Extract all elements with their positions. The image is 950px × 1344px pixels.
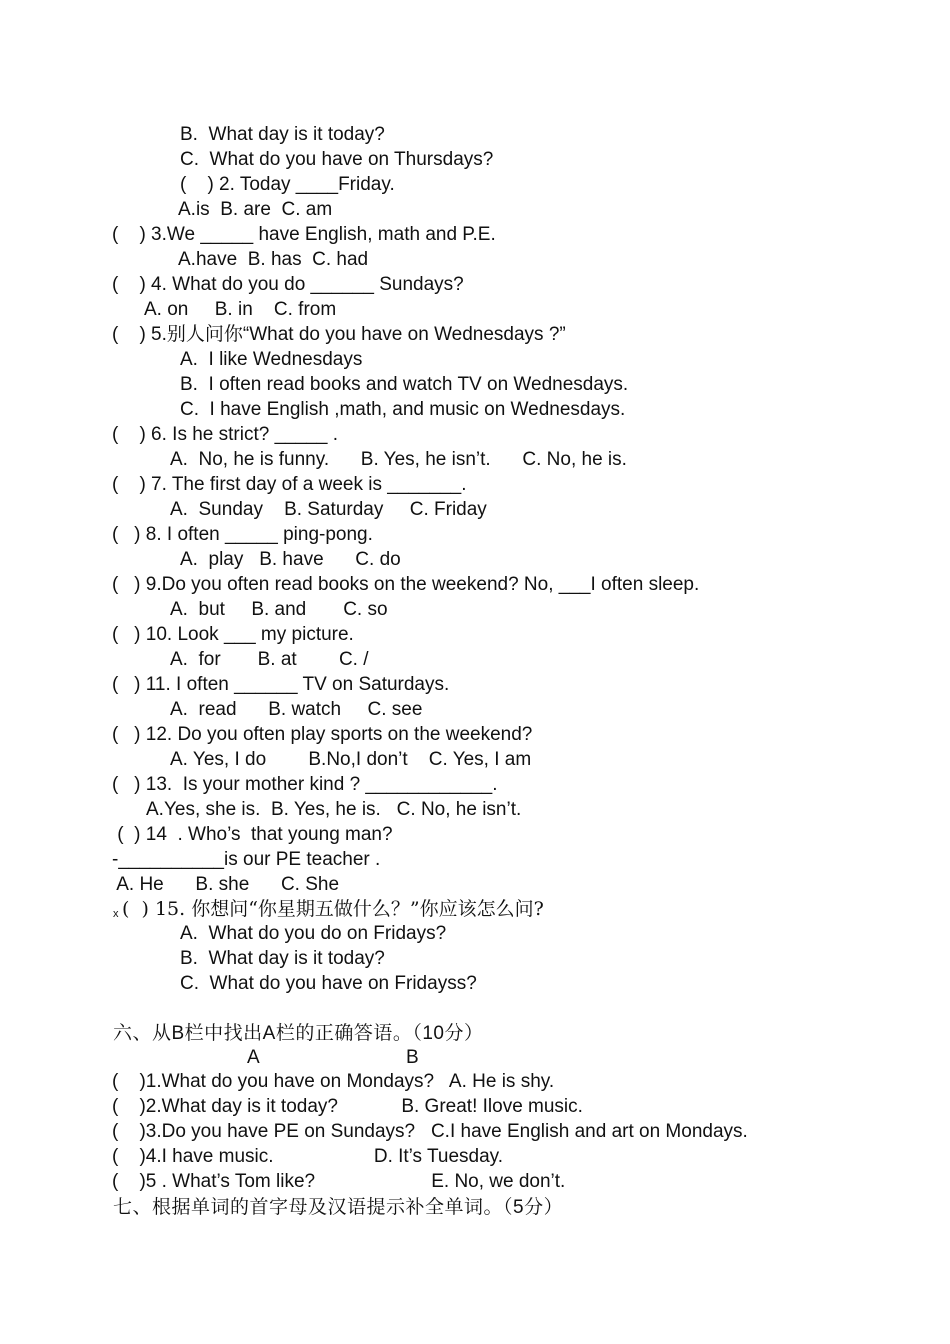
q9-options: A. but B. and C. so (170, 599, 388, 620)
q4-question: ( ) 4. What do you do ______ Sundays? (112, 274, 464, 295)
q14-options: A. He B. she C. She (112, 874, 340, 895)
q14-answer-line: -__________is our PE teacher . (112, 849, 381, 870)
column-b-label: B (406, 1047, 419, 1068)
q5-option-b: B. I often read books and watch TV on Wednesdays. (180, 374, 629, 395)
q2-options: A.is B. are C. am (178, 199, 333, 220)
q3-options: A.have B. has C. had (178, 249, 369, 270)
q4-options: A. on B. in C. from (144, 299, 337, 320)
q11-options: A. read B. watch C. see (170, 699, 423, 720)
q5-option-c: C. I have English ,math, and music on Wednesdays. (180, 399, 626, 420)
q11-question: ( ) 11. I often ______ TV on Saturdays. (112, 674, 450, 695)
q15-option-b: B. What day is it today? (180, 948, 385, 969)
section-6-heading: 六、从B栏中找出A栏的正确答语。（10分） (113, 1023, 484, 1044)
q13-options: A.Yes, she is. B. Yes, he is. C. No, he isn’t. (146, 799, 522, 820)
match-row-2: ( )2.What day is it today? B. Great! Ilove music. (112, 1096, 583, 1117)
q6-question: ( ) 6. Is he strict? _____ . (112, 424, 338, 445)
q10-options: A. for B. at C. / (170, 649, 369, 670)
match-row-3: ( )3.Do you have PE on Sundays? C.I have English and art on Mondays. (112, 1121, 748, 1142)
match-row-1: ( )1.What do you have on Mondays? A. He is shy. (112, 1071, 555, 1092)
q5-option-a: A. I like Wednesdays (180, 349, 363, 370)
q15-option-c: C. What do you have on Fridayss? (180, 973, 477, 994)
q3-question: ( ) 3.We _____ have English, math and P.E. (112, 224, 496, 245)
q12-options: A. Yes, I do B.No,I don’t C. Yes, I am (170, 749, 532, 770)
section-7-heading: 七、根据单词的首字母及汉语提示补全单词。（5分） (113, 1197, 564, 1218)
q5-question: ( ) 5.别人问你“What do you have on Wednesdays ?” (112, 324, 566, 345)
q13-question: ( ) 13. Is your mother kind ? ____________. (112, 774, 498, 795)
q1-option-c: C. What do you have on Thursdays? (180, 149, 494, 170)
match-row-5: ( )5 . What’s Tom like? E. No, we don’t. (112, 1171, 566, 1192)
match-row-4: ( )4.I have music. D. It’s Tuesday. (112, 1146, 504, 1167)
q9-question: ( ) 9.Do you often read books on the weekend? No, ___I often sleep. (112, 574, 700, 595)
q12-question: ( ) 12. Do you often play sports on the weekend? (112, 724, 533, 745)
q15-option-a: A. What do you do on Fridays? (180, 923, 447, 944)
q6-options: A. No, he is funny. B. Yes, he isn’t. C. No, he is. (170, 449, 627, 470)
q7-question: ( ) 7. The first day of a week is _______. (112, 474, 467, 495)
q15-question: ( ) 15. 你想问“你星期五做什么？”你应该怎么问? (122, 898, 544, 920)
q7-options: A. Sunday B. Saturday C. Friday (170, 499, 487, 520)
column-a-label: A (247, 1047, 260, 1068)
q8-question: ( ) 8. I often _____ ping-pong. (112, 524, 373, 545)
q14-question: ( ) 14 . Who’s that young man? (112, 824, 393, 845)
stray-x-mark: x (113, 908, 119, 920)
q10-question: ( ) 10. Look ___ my picture. (112, 624, 354, 645)
q1-option-b: B. What day is it today? (180, 124, 385, 145)
q8-options: A. play B. have C. do (180, 549, 401, 570)
q2-question: ( ) 2. Today ____Friday. (180, 174, 395, 195)
